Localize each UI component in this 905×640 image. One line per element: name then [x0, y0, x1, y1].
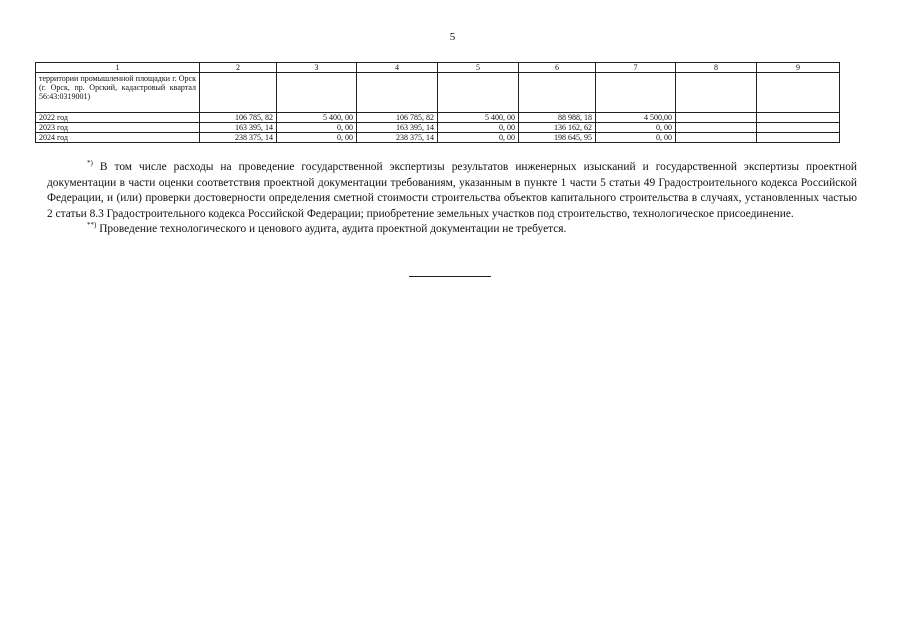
table-cell: 0, 00 — [596, 123, 676, 133]
table-cell: 238 375, 14 — [357, 133, 438, 143]
table-cell: 106 785, 82 — [200, 113, 277, 123]
table-cell: 0, 00 — [277, 133, 357, 143]
footnote-1 — [47, 160, 857, 222]
column-header: 7 — [596, 63, 676, 73]
column-header: 9 — [757, 63, 840, 73]
table-row — [36, 133, 840, 143]
table-cell: 4 500,00 — [596, 113, 676, 123]
footnote-text: Проведение технологического и ценового аудита, аудита проектной документации не требуется. — [99, 223, 567, 235]
footnote-2 — [47, 222, 857, 238]
object-description: территории промышленной площадки г. Орск (г. Орск, пр. Орский, кадастровый квартал 56:43:0319001) — [36, 73, 200, 113]
header-row — [36, 63, 840, 73]
row-label: 2022 год — [36, 113, 200, 123]
row-label: 2023 год — [36, 123, 200, 133]
table-cell — [757, 123, 840, 133]
table-cell: 163 395, 14 — [357, 123, 438, 133]
column-header: 8 — [676, 63, 757, 73]
table-cell — [757, 113, 840, 123]
description-row — [36, 73, 840, 113]
table-cell: 136 162, 62 — [519, 123, 596, 133]
column-header: 5 — [438, 63, 519, 73]
divider-line — [409, 276, 491, 277]
footnote-marker: **) — [87, 221, 97, 229]
table-cell: 0, 00 — [277, 123, 357, 133]
footnote-text: В том числе расходы на проведение государственной экспертизы результатов инженерных изысканий и государственной экспертизы проектной документации в части оценки соответствия проектной документации требованиям, указанным в пункте 1 части 5 статьи 49 Градостроительного кодекса Российской Федерации, и (или) проверки достоверности определения сметной стоимости строительства объектов капитального строительства в случаях, установленных частью 2 статьи 8.3 Градостроительного кодекса Российской Федерации; приобретение земельных участков под строительство, технологическое присоединение. — [47, 161, 857, 220]
table-cell — [676, 123, 757, 133]
column-header: 2 — [200, 63, 277, 73]
table-cell: 238 375, 14 — [200, 133, 277, 143]
table-cell — [676, 133, 757, 143]
page-number: 5 — [449, 31, 456, 43]
column-header: 1 — [36, 63, 200, 73]
table-cell: 106 785, 82 — [357, 113, 438, 123]
column-header: 6 — [519, 63, 596, 73]
table-cell — [757, 133, 840, 143]
column-header: 4 — [357, 63, 438, 73]
table-cell: 0, 00 — [596, 133, 676, 143]
row-label: 2024 год — [36, 133, 200, 143]
budget-table — [35, 62, 840, 143]
table-cell: 88 988, 18 — [519, 113, 596, 123]
table-cell: 5 400, 00 — [277, 113, 357, 123]
table-cell: 0, 00 — [438, 133, 519, 143]
table-row — [36, 123, 840, 133]
table-row — [36, 113, 840, 123]
footnotes — [47, 160, 857, 238]
table-cell — [676, 113, 757, 123]
table-cell: 5 400, 00 — [438, 113, 519, 123]
table-cell: 163 395, 14 — [200, 123, 277, 133]
column-header: 3 — [277, 63, 357, 73]
table-cell: 0, 00 — [438, 123, 519, 133]
table-cell: 198 645, 95 — [519, 133, 596, 143]
footnote-marker: *) — [87, 159, 93, 167]
